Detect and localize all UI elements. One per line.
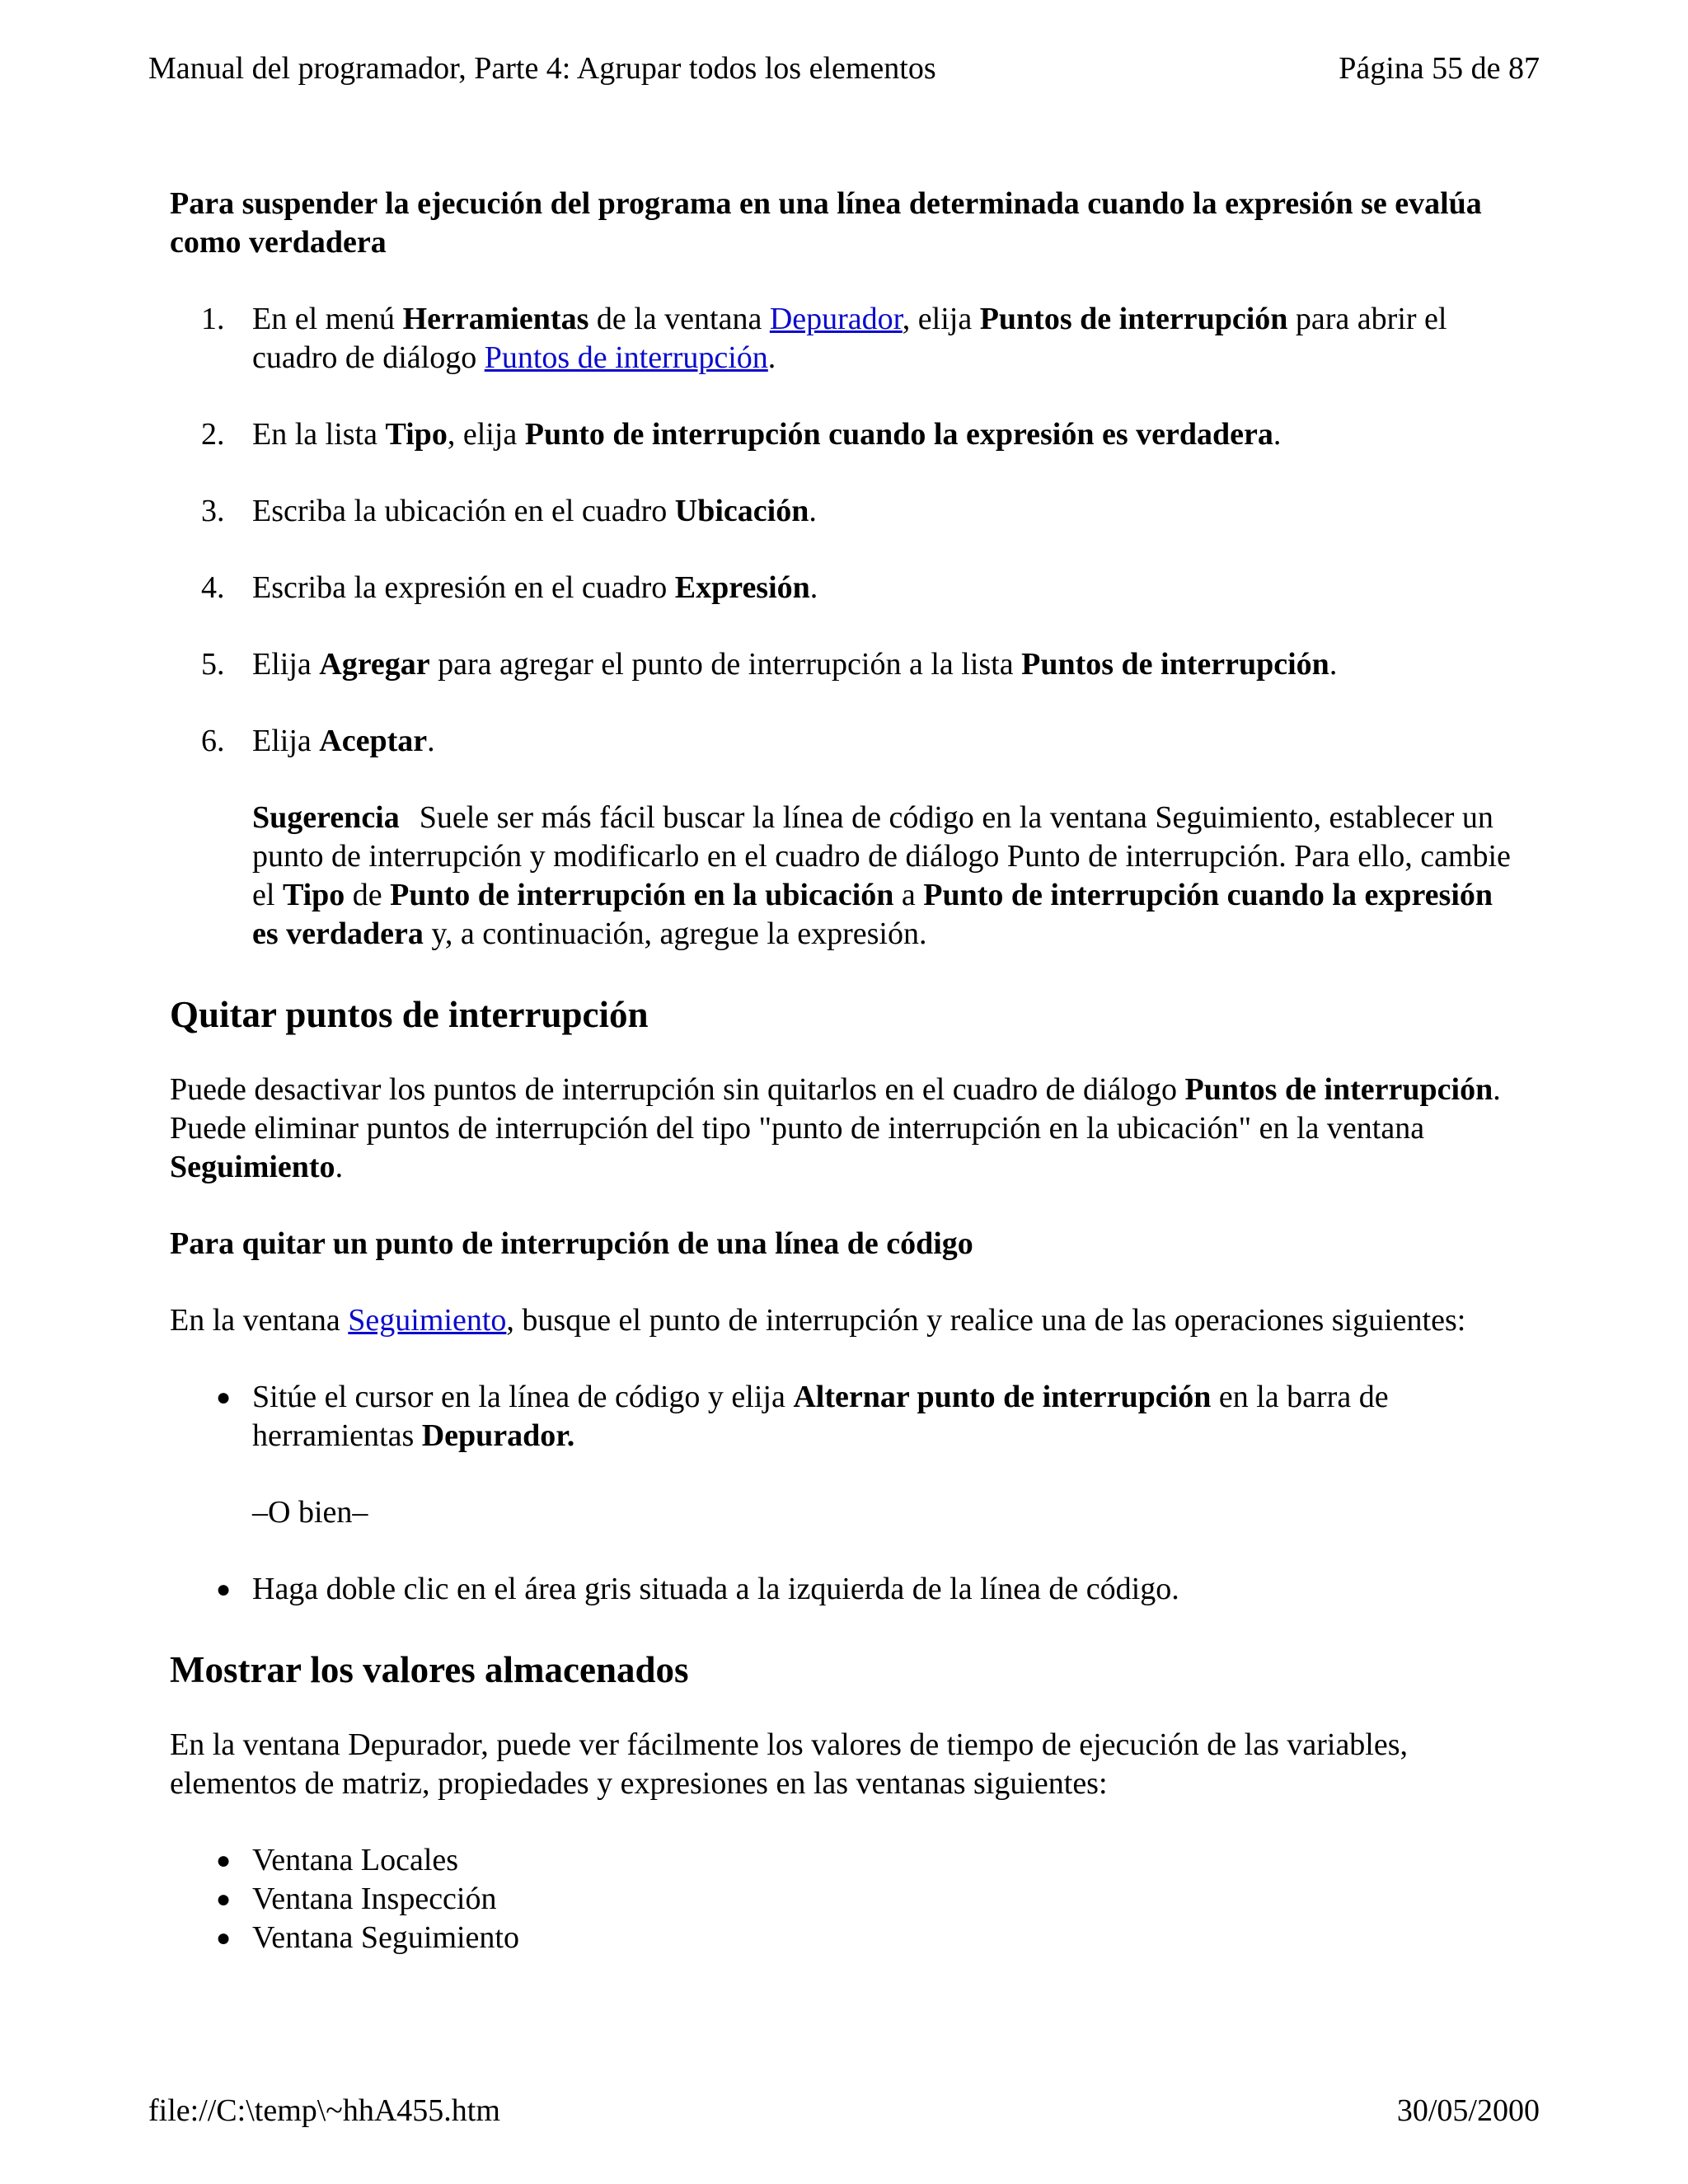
- page-content: [170, 185, 1522, 1957]
- steps-list: [170, 300, 1522, 761]
- step-3: [170, 492, 1522, 531]
- tip-note: [252, 799, 1522, 954]
- section-title-mostrar: Mostrar los valores almacenados: [170, 1649, 689, 1690]
- mostrar-intro: En la ventana Depurador, puede ver fácilmente los valores de tiempo de ejecución de las variables, elementos de matriz, propiedades y expresiones en las ventanas siguientes:: [170, 1727, 1409, 1801]
- footer-path: file://C:\temp\~hhA455.htm: [148, 2093, 500, 2128]
- step-text: , elija: [902, 302, 980, 336]
- item-text: Ventana Locales: [252, 1843, 459, 1877]
- step-2: [170, 415, 1522, 454]
- step-text: para agregar el punto de interrupción a la lista: [429, 647, 1022, 682]
- tip-label: Sugerencia: [252, 800, 400, 835]
- step-number: 6.: [201, 724, 225, 758]
- step-number: 2.: [201, 417, 225, 452]
- windows-list: [170, 1841, 1522, 1957]
- tip-bold: Tipo: [282, 878, 345, 912]
- item-text: en la barra de herramientas: [252, 1380, 1389, 1453]
- quitar-options-list: [170, 1378, 1522, 1455]
- header-title: Manual del programador, Parte 4: Agrupar todos los elementos: [148, 51, 936, 86]
- tip-bold: Punto de interrupción cuando la expresión es verdadera: [252, 878, 1493, 951]
- bullet-icon: ●: [216, 1576, 232, 1603]
- tip-text: Suele ser más fácil buscar la línea de código en la ventana Seguimiento, establecer un punto de interrupción y modificarlo en el cuadro de diálogo Punto de interrupción. Para ello, cambie el: [252, 800, 1511, 912]
- list-item: [170, 1880, 1522, 1919]
- or-separator: –O bien–: [252, 1495, 368, 1530]
- step-bold: Aceptar: [319, 724, 428, 758]
- step-number: 4.: [201, 570, 225, 605]
- step-bold: Puntos de interrupción: [1021, 647, 1329, 682]
- tip-bold: Punto de interrupción en la ubicación: [390, 878, 894, 912]
- footer-date: 30/05/2000: [1396, 2093, 1540, 2128]
- step-text: .: [1273, 417, 1282, 452]
- step-bold: Expresión: [674, 570, 810, 605]
- list-item: [170, 1841, 1522, 1880]
- item-text: Haga doble clic en el área gris situada a la izquierda de la línea de código.: [252, 1572, 1179, 1606]
- quitar-options-list-2: [170, 1570, 1522, 1609]
- item-bold: Alternar punto de interrupción: [793, 1380, 1212, 1414]
- step-number: 1.: [201, 302, 225, 336]
- para-bold: Puntos de interrupción: [1184, 1072, 1493, 1107]
- step-text: Escriba la ubicación en el cuadro: [252, 494, 675, 528]
- item-text: Sitúe el cursor en la línea de código y elija: [252, 1380, 794, 1414]
- step-text: Escriba la expresión en el cuadro: [252, 570, 675, 605]
- bullet-icon: ●: [216, 1384, 232, 1411]
- step-text: .: [1329, 647, 1338, 682]
- procedure-heading: Para suspender la ejecución del programa en una línea determinada cuando la expresión se evalúa como verdadera: [170, 186, 1482, 260]
- step-text: , elija: [447, 417, 525, 452]
- depurador-link[interactable]: Depurador: [769, 302, 903, 336]
- list-item: [170, 1378, 1522, 1455]
- item-text: Ventana Seguimiento: [252, 1920, 519, 1955]
- step-1: [170, 300, 1522, 377]
- tip-text: a: [893, 878, 924, 912]
- step-text: En la lista: [252, 417, 386, 452]
- bullet-icon: ●: [216, 1886, 232, 1913]
- step-bold: Herramientas: [402, 302, 589, 336]
- para-text: , busque el punto de interrupción y realice una de las operaciones siguientes:: [506, 1303, 1466, 1338]
- step-5: [170, 645, 1522, 684]
- para-text: .: [335, 1150, 344, 1184]
- step-text: .: [809, 494, 817, 528]
- step-4: [170, 569, 1522, 607]
- step-text: Elija: [252, 647, 320, 682]
- bullet-icon: ●: [216, 1924, 232, 1952]
- para-text: Puede desactivar los puntos de interrupción sin quitarlos en el cuadro de diálogo: [170, 1072, 1185, 1107]
- step-text: de la ventana: [588, 302, 770, 336]
- puntos-de-interrupcion-link[interactable]: Puntos de interrupción: [484, 340, 768, 375]
- step-text: .: [767, 340, 776, 375]
- step-bold: Punto de interrupción cuando la expresión es verdadera: [524, 417, 1273, 452]
- step-text: para abrir el cuadro de diálogo: [252, 302, 1447, 375]
- bullet-icon: ●: [216, 1847, 232, 1874]
- step-6: [170, 722, 1522, 761]
- step-bold: Agregar: [319, 647, 430, 682]
- para-text: En la ventana: [170, 1303, 349, 1338]
- step-text: En el menú: [252, 302, 403, 336]
- page-header: [148, 48, 1540, 89]
- header-page-number: Página 55 de 87: [1339, 51, 1540, 86]
- quitar-intro: [170, 1071, 1522, 1187]
- step-text: .: [427, 724, 435, 758]
- section-title-quitar: Quitar puntos de interrupción: [170, 994, 649, 1035]
- para-bold: Seguimiento: [170, 1150, 335, 1184]
- item-text: Ventana Inspección: [252, 1882, 497, 1916]
- seguimiento-link[interactable]: Seguimiento: [348, 1303, 507, 1338]
- page-footer: [148, 2090, 1540, 2131]
- quitar-lead: [170, 1301, 1522, 1340]
- step-text: Elija: [252, 724, 320, 758]
- tip-text: de: [345, 878, 391, 912]
- step-bold: Puntos de interrupción: [979, 302, 1288, 336]
- step-bold: Tipo: [385, 417, 448, 452]
- step-text: .: [809, 570, 818, 605]
- list-item: [170, 1919, 1522, 1957]
- step-bold: Ubicación: [674, 494, 809, 528]
- tip-text: y, a continuación, agregue la expresión.: [423, 916, 927, 951]
- list-item: [170, 1570, 1522, 1609]
- step-number: 5.: [201, 647, 225, 682]
- step-number: 3.: [201, 494, 225, 528]
- procedure-heading-quitar: Para quitar un punto de interrupción de una línea de código: [170, 1226, 973, 1261]
- item-bold: Depurador.: [421, 1418, 575, 1453]
- para-text: . Puede eliminar puntos de interrupción del tipo "punto de interrupción en la ubicación" en la ventana: [170, 1072, 1501, 1146]
